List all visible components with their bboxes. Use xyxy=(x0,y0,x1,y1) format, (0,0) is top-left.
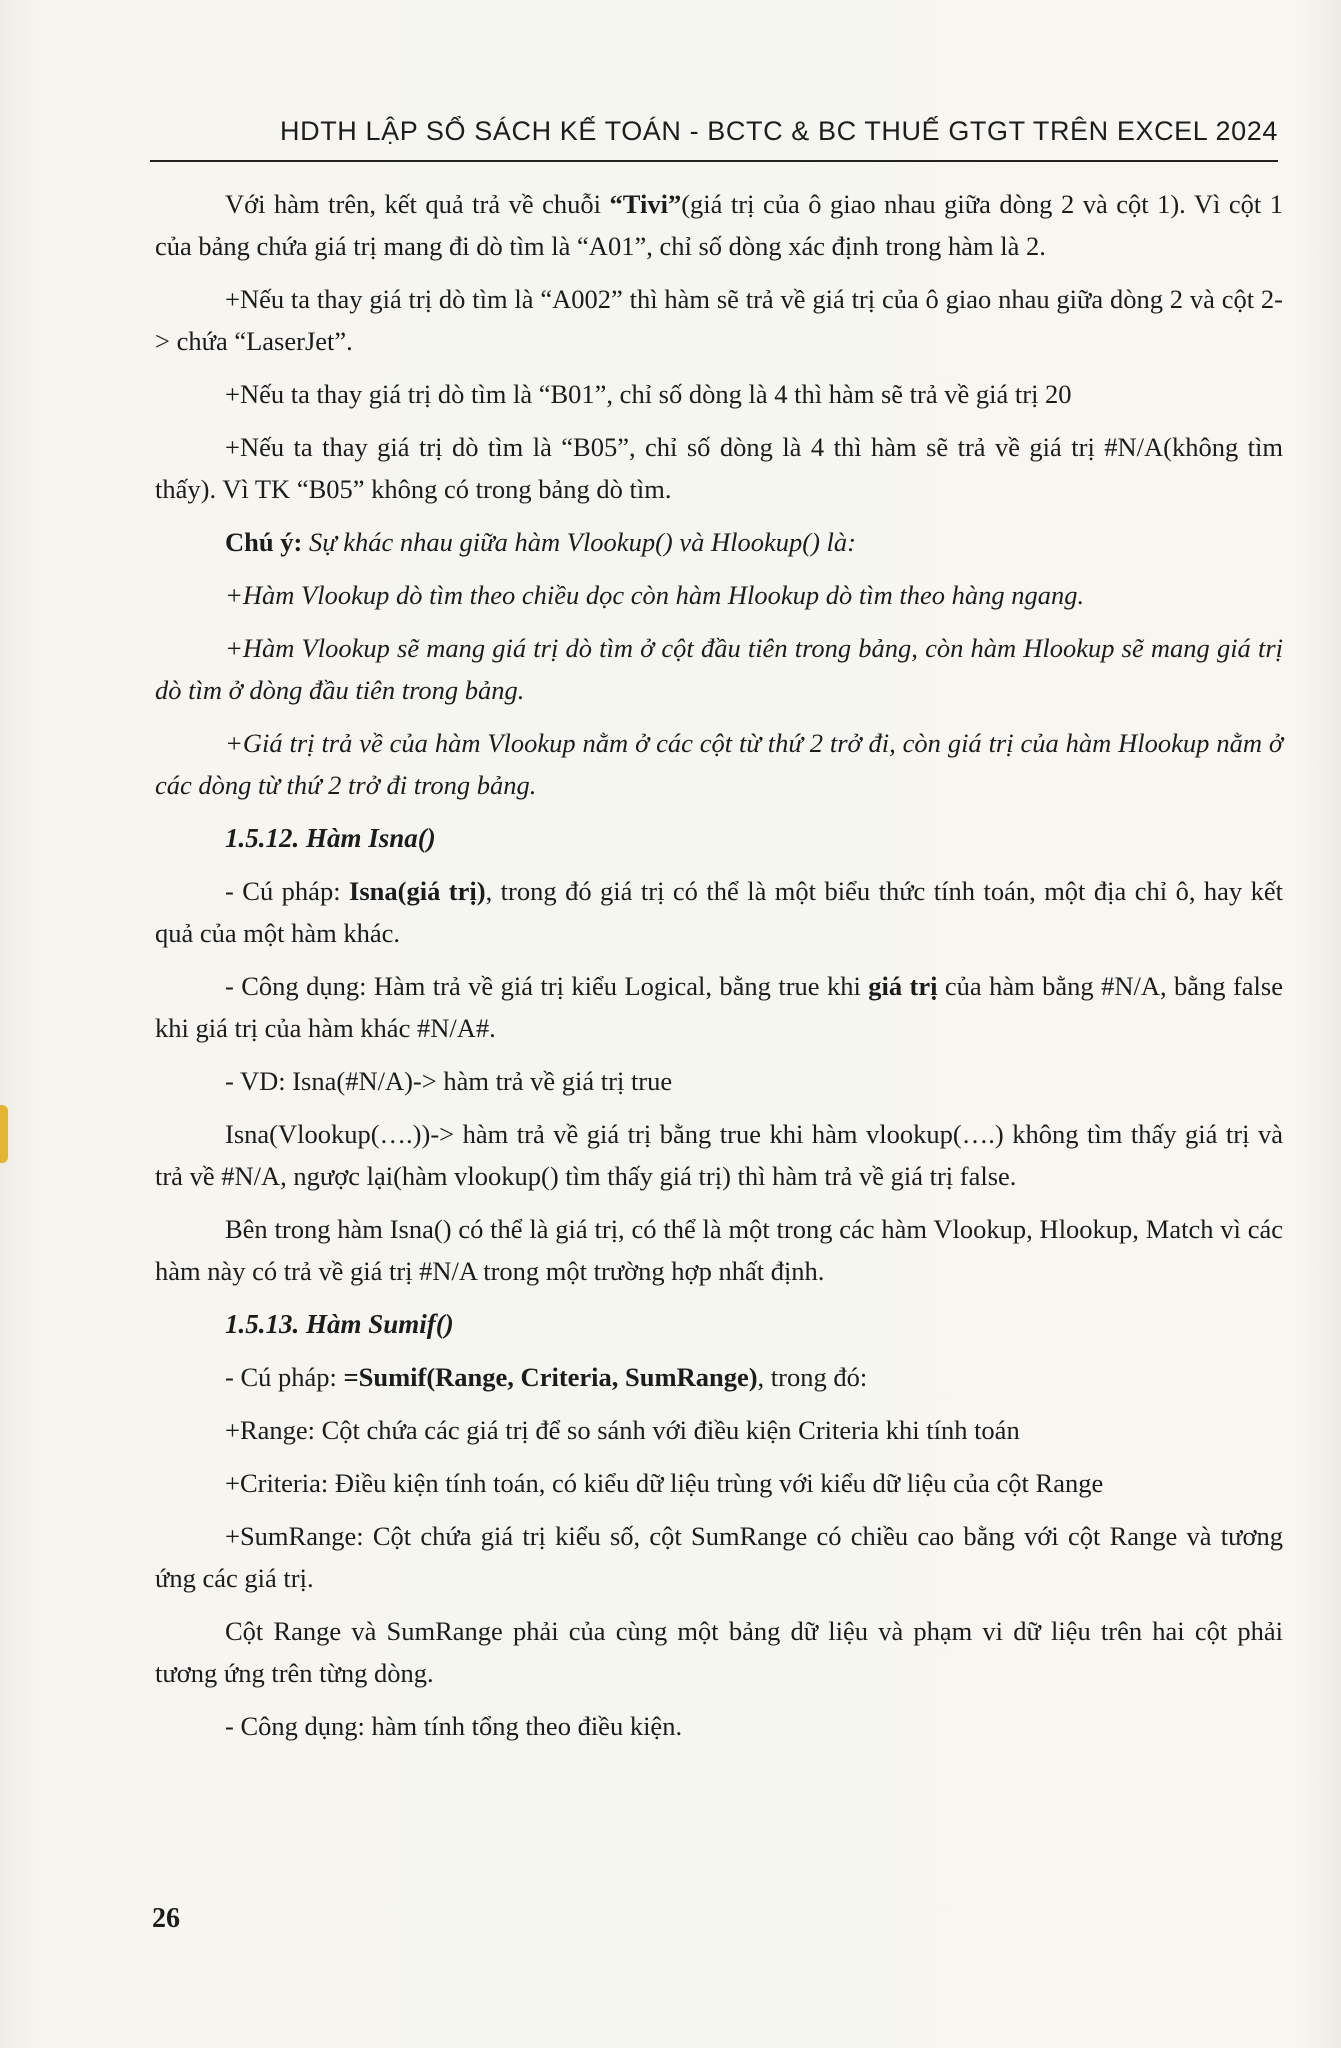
running-header xyxy=(150,102,1290,164)
note-label: Chú ý: xyxy=(225,527,303,557)
header-rule xyxy=(150,160,1278,162)
header-title: HDTH LẬP SỔ SÁCH KẾ TOÁN - BCTC & BC THUẾ GTGT TRÊN EXCEL 2024 xyxy=(280,116,1278,146)
sumif-sumrange: +SumRange: Cột chứa giá trị kiểu số, cột SumRange có chiều cao bằng với cột Range và tương ứng các giá trị. xyxy=(155,1521,1283,1593)
isna-syntax-formula: Isna(giá trị) xyxy=(349,876,486,906)
note-heading-text: Sự khác nhau giữa hàm Vlookup() và Hlookup() là: xyxy=(308,527,856,557)
intro-paragraph-1: Với hàm trên, kết quả trả về chuỗi “Tivi”(giá trị của ô giao nhau giữa dòng 2 và cột 1). Vì cột 1 của bảng chứa giá trị mang đi dò tìm là “A01”, chỉ số dòng xác định trong hàm là 2. xyxy=(155,189,1283,261)
sumif-syntax: - Cú pháp: =Sumif(Range, Criteria, SumRange), trong đó: xyxy=(225,1362,868,1392)
page-number: 26 xyxy=(152,1903,180,1934)
isna-inside-note: Bên trong hàm Isna() có thể là giá trị, có thể là một trong các hàm Vlookup, Hlookup, Match vì các hàm này có trả về giá trị #N/A trong một trường hợp nhất định. xyxy=(155,1214,1283,1286)
isna-usage-keyword: giá trị xyxy=(868,971,938,1001)
note-item-2: +Hàm Vlookup sẽ mang giá trị dò tìm ở cột đầu tiên trong bảng, còn hàm Hlookup sẽ mang giá trị dò tìm ở dòng đầu tiên trong bảng. xyxy=(155,633,1283,705)
intro-paragraph-3: +Nếu ta thay giá trị dò tìm là “B01”, chỉ số dòng là 4 thì hàm sẽ trả về giá trị 20 xyxy=(225,379,1072,409)
note-heading xyxy=(155,521,1283,563)
sumif-usage: - Công dụng: hàm tính tổng theo điều kiện. xyxy=(225,1711,683,1741)
note-item-3: +Giá trị trả về của hàm Vlookup nằm ở các cột từ thứ 2 trở đi, còn giá trị của hàm Hlookup nằm ở các dòng từ thứ 2 trở đi trong bảng. xyxy=(155,728,1283,800)
intro-paragraph-4: +Nếu ta thay giá trị dò tìm là “B05”, chỉ số dòng là 4 thì hàm sẽ trả về giá trị #N/A(không tìm thấy). Vì TK “B05” không có trong bảng dò tìm. xyxy=(155,432,1283,504)
section-heading-sumif: 1.5.13. Hàm Sumif() xyxy=(225,1309,454,1339)
sumif-syntax-formula: =Sumif(Range, Criteria, SumRange) xyxy=(343,1362,758,1392)
isna-usage: - Công dụng: Hàm trả về giá trị kiểu Logical, bằng true khi giá trị của hàm bằng #N/A, bằng false khi giá trị của hàm khác #N/A#. xyxy=(155,971,1283,1043)
sumif-range: +Range: Cột chứa các giá trị để so sánh với điều kiện Criteria khi tính toán xyxy=(225,1415,1020,1445)
intro-paragraph-2: +Nếu ta thay giá trị dò tìm là “A002” thì hàm sẽ trả về giá trị của ô giao nhau giữa dòng 2 và cột 2-> chứa “LaserJet”. xyxy=(155,284,1283,356)
sumif-criteria: +Criteria: Điều kiện tính toán, có kiểu dữ liệu trùng với kiểu dữ liệu của cột Range xyxy=(225,1468,1104,1498)
result-value: “Tivi” xyxy=(609,189,682,219)
note-item-1: +Hàm Vlookup dò tìm theo chiều dọc còn hàm Hlookup dò tìm theo hàng ngang. xyxy=(225,580,1085,610)
sumif-columns-note: Cột Range và SumRange phải của cùng một bảng dữ liệu và phạm vi dữ liệu trên hai cột phải tương ứng trên từng dòng. xyxy=(155,1616,1283,1688)
isna-example-1: - VD: Isna(#N/A)-> hàm trả về giá trị true xyxy=(225,1066,673,1096)
page-body xyxy=(155,183,1283,1758)
section-heading-isna: 1.5.12. Hàm Isna() xyxy=(225,823,436,853)
page-edge-tab xyxy=(0,1105,8,1163)
isna-example-2: Isna(Vlookup(….))-> hàm trả về giá trị bằng true khi hàm vlookup(….) không tìm thấy giá trị và trả về #N/A, ngược lại(hàm vlookup() tìm thấy giá trị) thì hàm trả về giá trị false. xyxy=(155,1119,1283,1191)
isna-syntax: - Cú pháp: Isna(giá trị), trong đó giá trị có thể là một biểu thức tính toán, một địa chỉ ô, hay kết quả của một hàm khác. xyxy=(155,876,1284,948)
